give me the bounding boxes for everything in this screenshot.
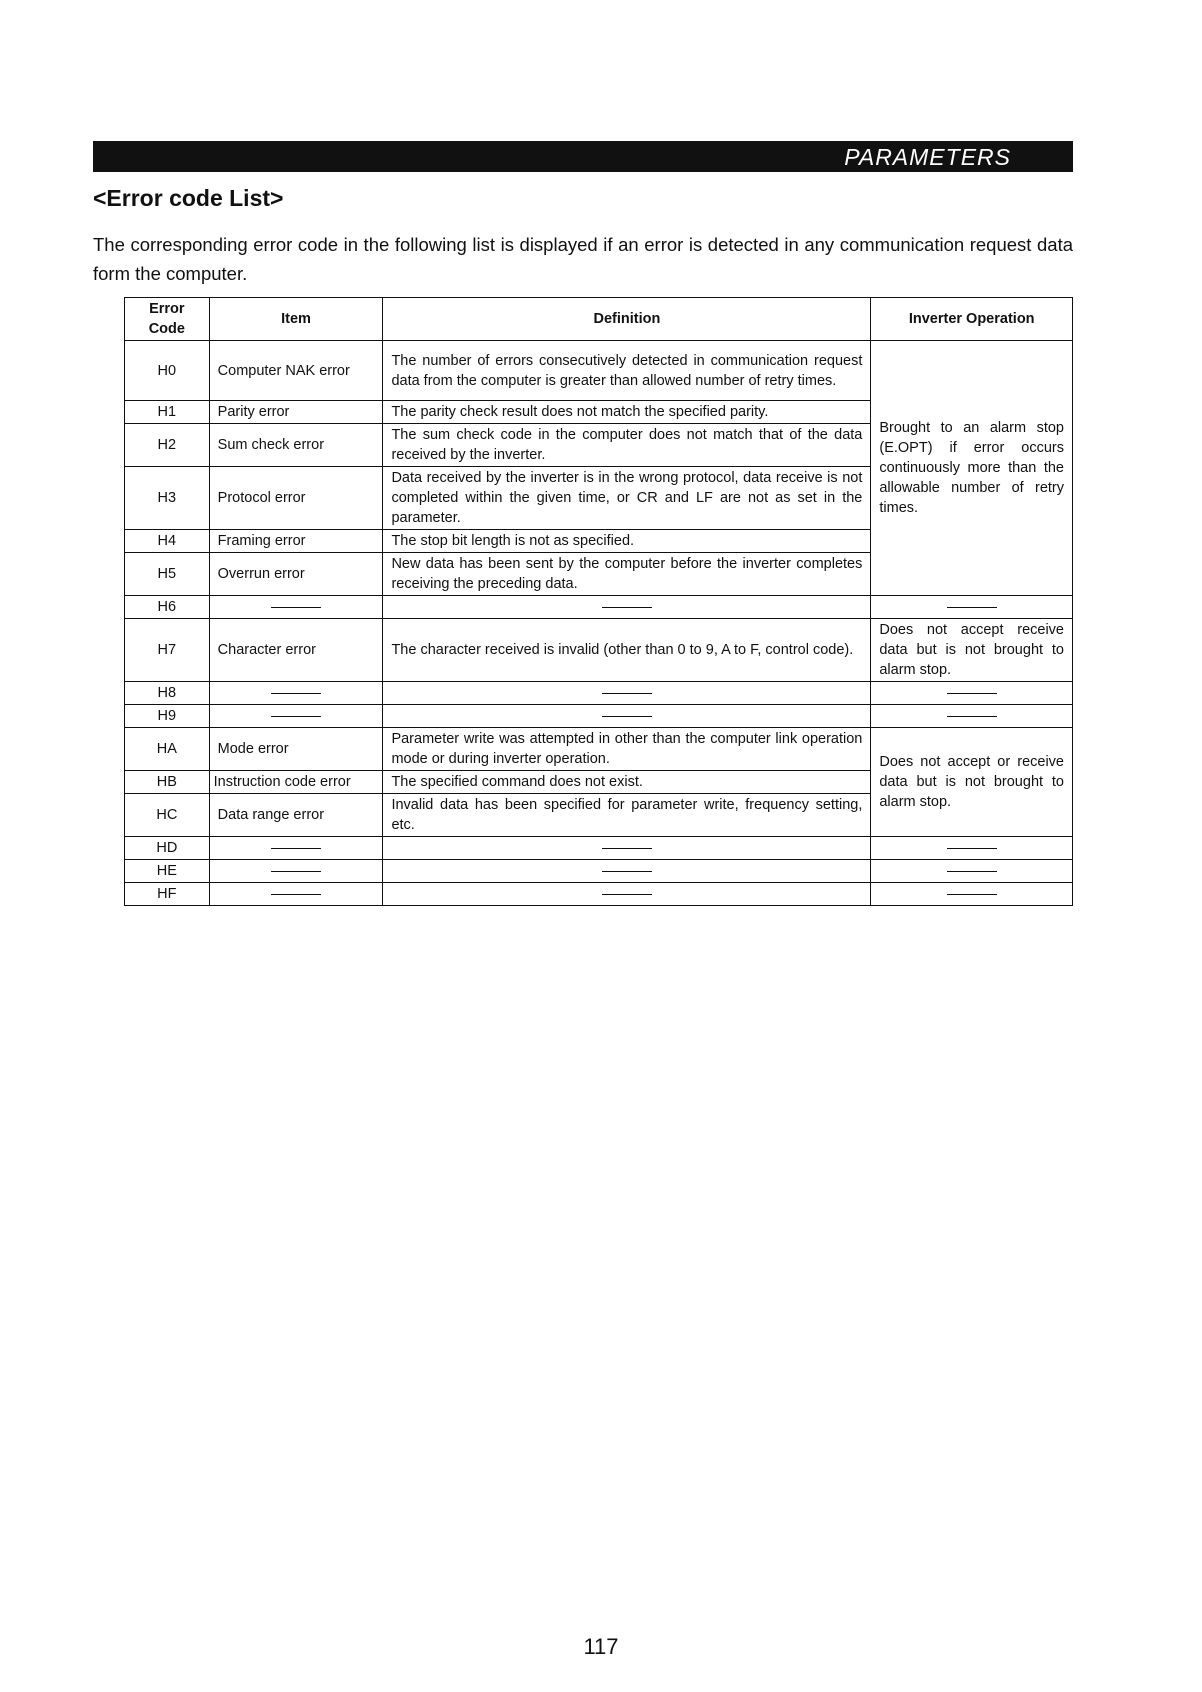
error-code-table: [124, 297, 1073, 906]
error-definition: The sum check code in the computer does not match that of the data received by the inverter.: [383, 424, 871, 467]
dash-mark: [947, 894, 997, 895]
dash-mark: [271, 848, 321, 849]
empty-definition: [383, 596, 871, 619]
intro-paragraph: The corresponding error code in the following list is displayed if an error is detected in any communication request data form the computer.: [93, 234, 1073, 284]
error-code: H9: [125, 705, 210, 728]
error-code: H7: [125, 619, 210, 682]
error-item: Data range error: [209, 794, 383, 837]
dash-mark: [271, 894, 321, 895]
empty-item: [209, 860, 383, 883]
error-definition: The number of errors consecutively detected in communication request data from the computer is greater than allowed number of retry times.: [383, 341, 871, 401]
error-item: Overrun error: [209, 553, 383, 596]
header-inverter-operation: Inverter Operation: [871, 298, 1073, 341]
error-code: H1: [125, 401, 210, 424]
inverter-operation: Does not accept or receive data but is not brought to alarm stop.: [871, 728, 1073, 837]
error-definition: The parity check result does not match the specified parity.: [383, 401, 871, 424]
table-row: [125, 860, 1073, 883]
inverter-operation: Does not accept receive data but is not brought to alarm stop.: [871, 619, 1073, 682]
dash-mark: [602, 607, 652, 608]
empty-operation: [871, 596, 1073, 619]
error-code: H8: [125, 682, 210, 705]
error-item: Character error: [209, 619, 383, 682]
empty-item: [209, 705, 383, 728]
empty-operation: [871, 837, 1073, 860]
empty-operation: [871, 860, 1073, 883]
error-item: Framing error: [209, 530, 383, 553]
error-code: H5: [125, 553, 210, 596]
error-item: Instruction code error: [209, 771, 383, 794]
error-code: H6: [125, 596, 210, 619]
empty-operation: [871, 682, 1073, 705]
error-definition: Data received by the inverter is in the wrong protocol, data receive is not completed within the given time, or CR and LF are not as set in the parameter.: [383, 467, 871, 530]
empty-item: [209, 837, 383, 860]
table-row: [125, 341, 1073, 401]
header-error-code: Error Code: [125, 298, 210, 341]
empty-operation: [871, 705, 1073, 728]
dash-mark: [271, 716, 321, 717]
error-item: Sum check error: [209, 424, 383, 467]
error-item: Parity error: [209, 401, 383, 424]
empty-item: [209, 883, 383, 906]
error-code: H4: [125, 530, 210, 553]
error-item: Mode error: [209, 728, 383, 771]
empty-definition: [383, 883, 871, 906]
error-code: HF: [125, 883, 210, 906]
header-definition: Definition: [383, 298, 871, 341]
dash-mark: [271, 871, 321, 872]
error-code: H3: [125, 467, 210, 530]
dash-mark: [602, 871, 652, 872]
header-title: PARAMETERS: [844, 144, 1011, 170]
error-definition: The specified command does not exist.: [383, 771, 871, 794]
empty-item: [209, 596, 383, 619]
error-definition: Invalid data has been specified for parameter write, frequency setting, etc.: [383, 794, 871, 837]
section-header-bar: [93, 141, 1073, 172]
table-row: [125, 728, 1073, 771]
error-definition: The stop bit length is not as specified.: [383, 530, 871, 553]
empty-definition: [383, 682, 871, 705]
error-definition: New data has been sent by the computer before the inverter completes receiving the preceding data.: [383, 553, 871, 596]
empty-definition: [383, 705, 871, 728]
dash-mark: [947, 693, 997, 694]
section-title: <Error code List>: [93, 185, 284, 211]
error-code: H0: [125, 341, 210, 401]
dash-mark: [602, 716, 652, 717]
empty-definition: [383, 860, 871, 883]
error-code: HD: [125, 837, 210, 860]
table-header-row: [125, 298, 1073, 341]
error-definition: The character received is invalid (other than 0 to 9, A to F, control code).: [383, 619, 871, 682]
error-code: HB: [125, 771, 210, 794]
dash-mark: [602, 894, 652, 895]
dash-mark: [271, 607, 321, 608]
dash-mark: [947, 716, 997, 717]
error-code: H2: [125, 424, 210, 467]
dash-mark: [271, 693, 321, 694]
dash-mark: [947, 848, 997, 849]
page-number: 117: [583, 1634, 619, 1659]
error-code: HC: [125, 794, 210, 837]
inverter-operation: Brought to an alarm stop (E.OPT) if error occurs continuously more than the allowable number of retry times.: [871, 341, 1073, 596]
table-row: [125, 837, 1073, 860]
error-item: Computer NAK error: [209, 341, 383, 401]
table-row: [125, 619, 1073, 682]
dash-mark: [602, 848, 652, 849]
dash-mark: [947, 607, 997, 608]
error-definition: Parameter write was attempted in other than the computer link operation mode or during inverter operation.: [383, 728, 871, 771]
table-row: [125, 596, 1073, 619]
dash-mark: [947, 871, 997, 872]
error-code: HA: [125, 728, 210, 771]
error-item: Protocol error: [209, 467, 383, 530]
dash-mark: [602, 693, 652, 694]
empty-definition: [383, 837, 871, 860]
table-row: [125, 883, 1073, 906]
table-row: [125, 705, 1073, 728]
error-code: HE: [125, 860, 210, 883]
empty-operation: [871, 883, 1073, 906]
empty-item: [209, 682, 383, 705]
table-row: [125, 682, 1073, 705]
header-item: Item: [209, 298, 383, 341]
